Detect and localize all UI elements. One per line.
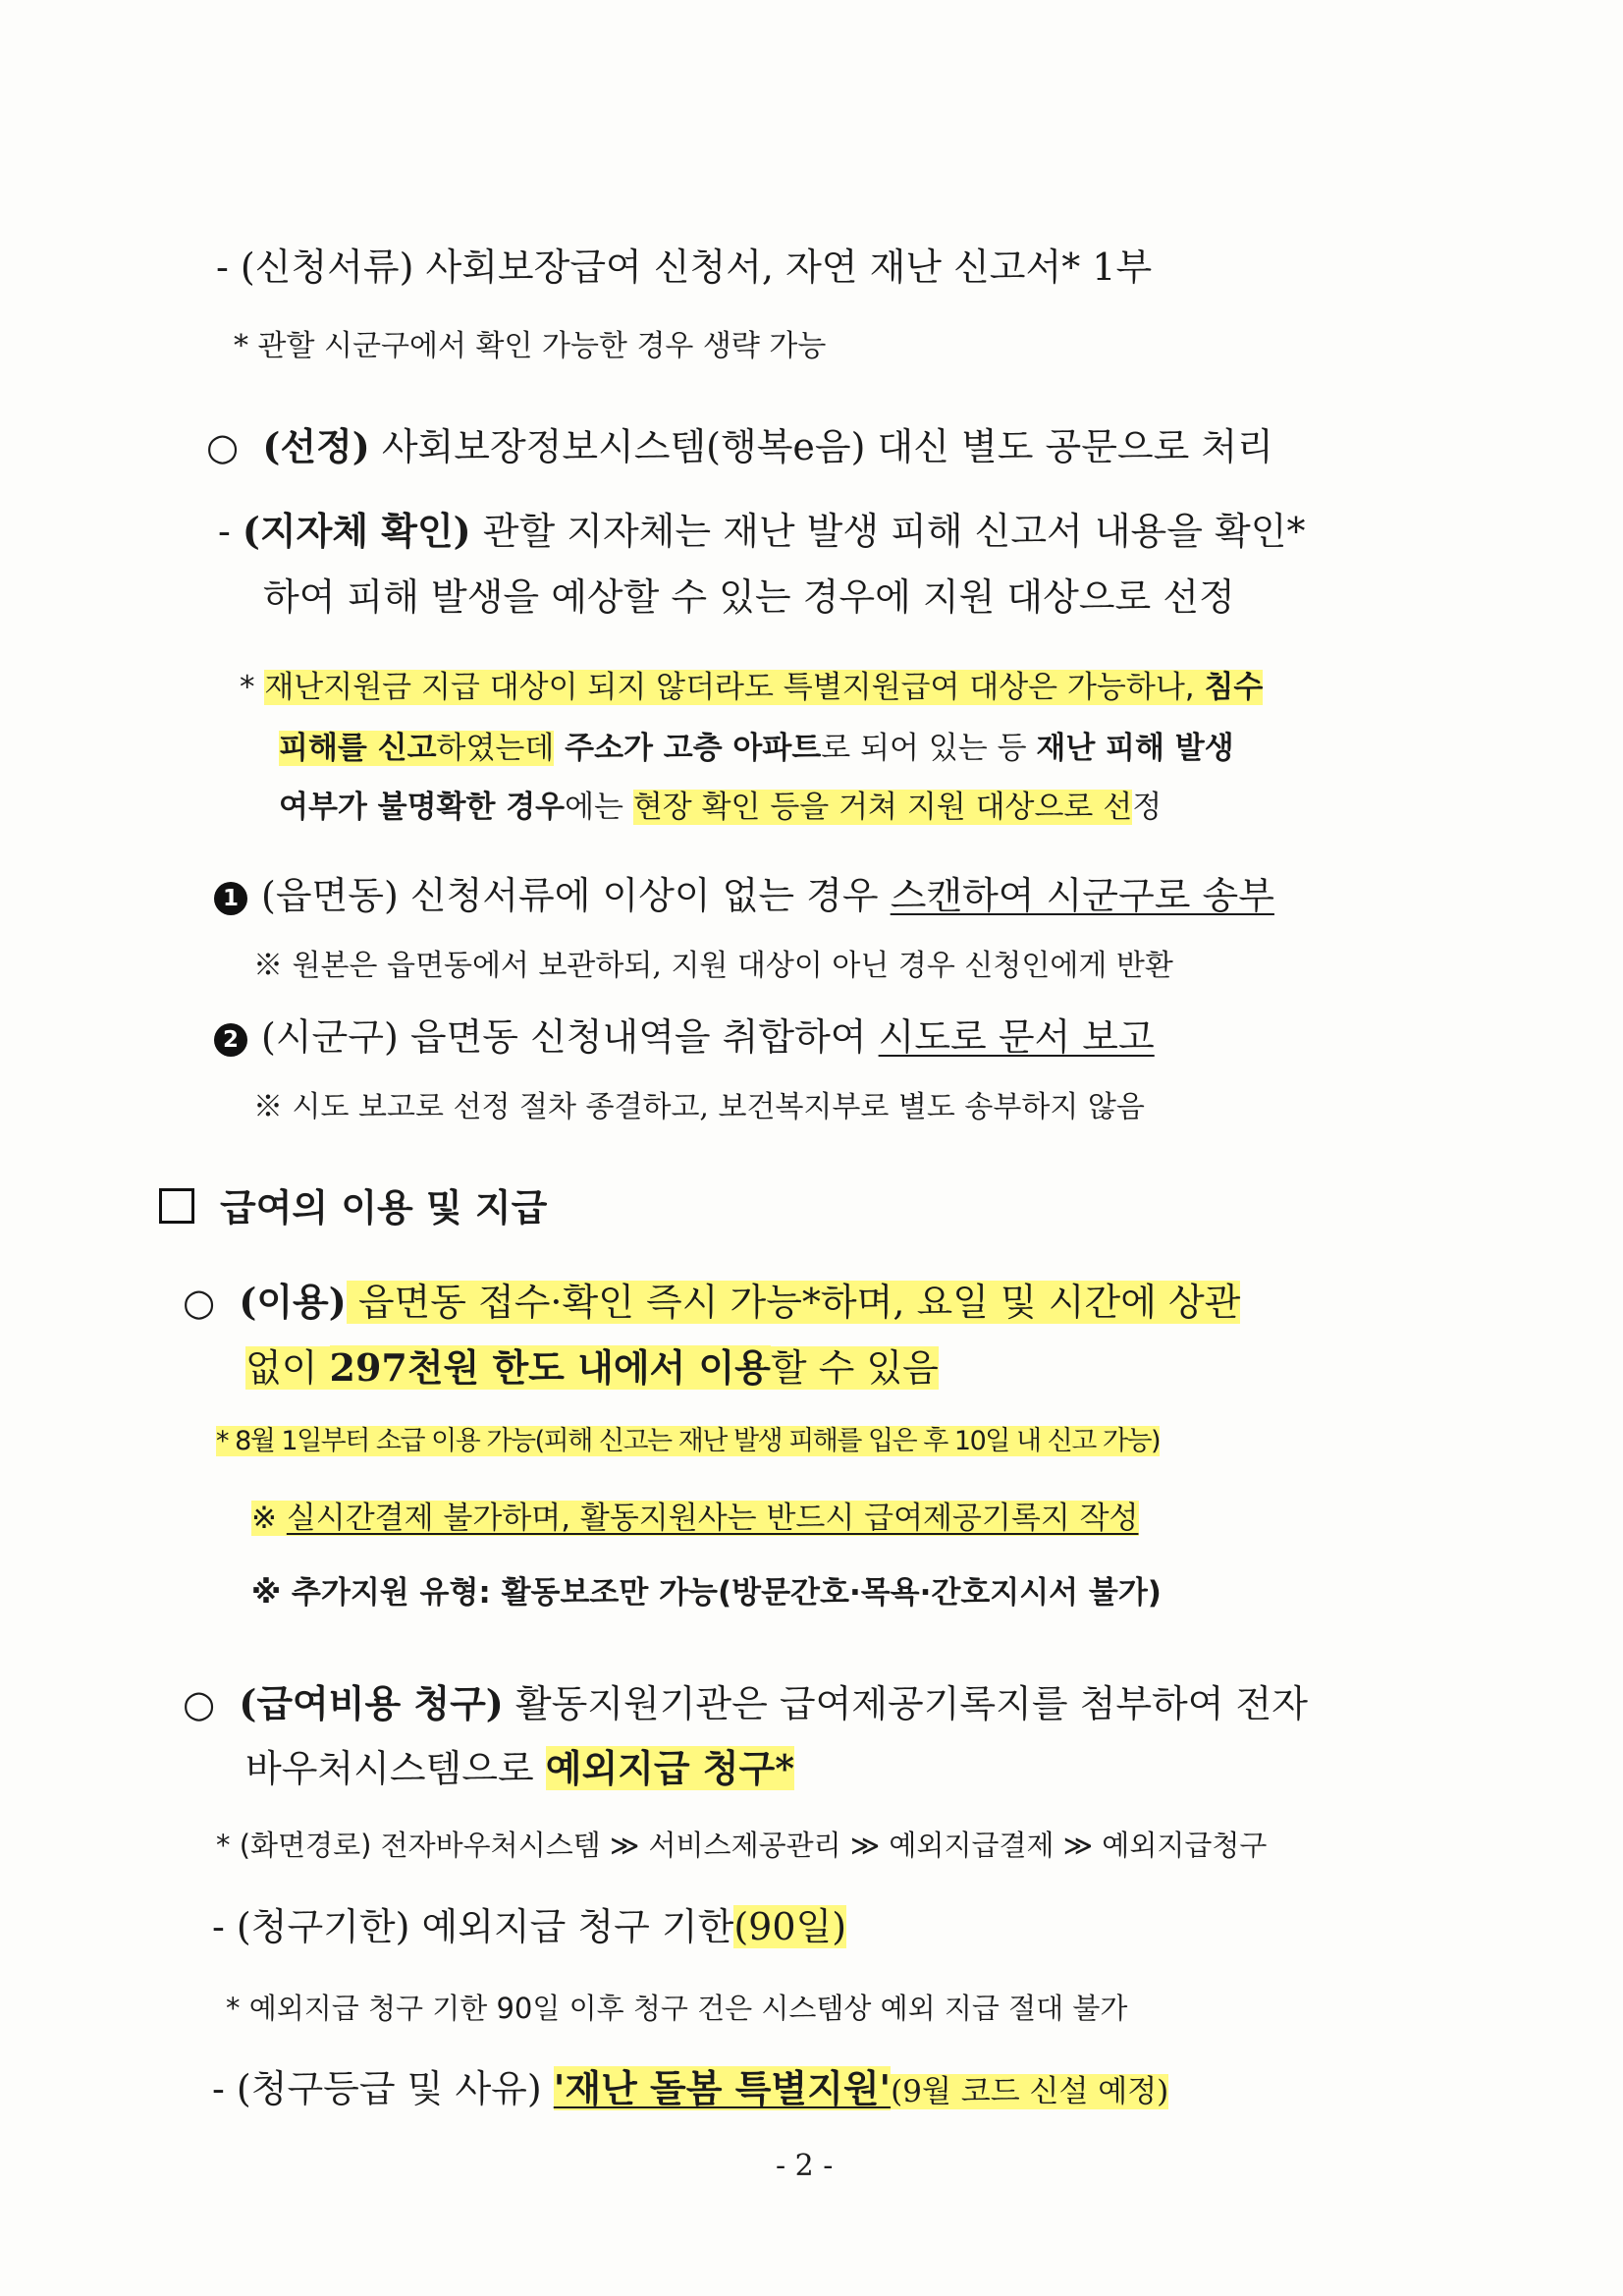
local-gov-line-1: - (지자체 확인) 관할 지자체는 재난 발생 피해 신고서 내용을 확인* <box>218 509 1306 553</box>
docs-label: (신청서류) <box>240 246 414 289</box>
selection-note-3: 여부가 불명확한 경우에는 현장 확인 등을 거쳐 지원 대상으로 선정 <box>279 790 1163 825</box>
docs-line: - (신청서류) 사회보장급여 신청서, 자연 재난 신고서* 1부 <box>216 246 1153 289</box>
step-1-number: 1 <box>214 882 247 915</box>
local-gov-label: (지자체 확인) <box>242 509 471 553</box>
claim-label: (급여비용 청구) <box>239 1681 504 1725</box>
claim-grade: - (청구등급 및 사유) '재난 돌봄 특별지원'(9월 코드 신설 예정) <box>212 2066 1169 2110</box>
selection-note-1: * 재난지원금 지급 대상이 되지 않더라도 특별지원급여 대상은 가능하나, 침수 <box>240 670 1264 705</box>
claim-path-note: * (화면경로) 전자바우처시스템 ≫ 서비스제공관리 ≫ 예외지급결제 ≫ 예외지급청구 <box>216 1829 1268 1862</box>
step-2: 2 (시군구) 읍면동 신청내역을 취합하여 시도로 문서 보고 <box>214 1015 1155 1061</box>
local-gov-line-2: 하여 피해 발생을 예상할 수 있는 경우에 지원 대상으로 선정 <box>263 575 1235 619</box>
step-1: 1 (읍면동) 신청서류에 이상이 없는 경우 스캔하여 시군구로 송부 <box>214 874 1274 919</box>
page-number: - 2 - <box>776 2149 834 2183</box>
claim-deadline: - (청구기한) 예외지급 청구 기한(90일) <box>212 1905 847 1948</box>
use-label: (이용) <box>239 1280 347 1324</box>
selection-label: (선정) <box>262 424 370 468</box>
checkbox-square-icon <box>159 1188 194 1224</box>
docs-note: * 관할 시군구에서 확인 가능한 경우 생략 가능 <box>234 329 827 363</box>
step-2-note: ※ 시도 보고로 선정 절차 종결하고, 보건복지부로 별도 송부하지 않음 <box>253 1090 1145 1124</box>
selection-line: ○ (선정) 사회보장정보시스템(행복e음) 대신 별도 공문으로 처리 <box>206 424 1273 468</box>
claim-line-2: 바우처시스템으로 예외지급 청구* <box>245 1746 795 1790</box>
use-line-2: 없이 297천원 한도 내에서 이용할 수 있음 <box>245 1345 939 1390</box>
use-note-3: ※ 추가지원 유형: 활동보조만 가능(방문간호·목욕·간호지시서 불가) <box>251 1575 1162 1611</box>
use-note-2: ※ 실시간결제 불가하며, 활동지원사는 반드시 급여제공기록지 작성 <box>251 1501 1139 1536</box>
use-note-1: * 8월 1일부터 소급 이용 가능(피해 신고는 재난 발생 피해를 입은 후 10일 내 신고 가능) <box>216 1426 1161 1456</box>
selection-note-2: 피해를 신고하였는데 주소가 고층 아파트로 되어 있는 등 재난 피해 발생 <box>279 731 1234 766</box>
use-line-1: ○ (이용) 읍면동 접수·확인 즉시 가능*하며, 요일 및 시간에 상관 <box>183 1280 1241 1324</box>
claim-line-1: ○ (급여비용 청구) 활동지원기관은 급여제공기록지를 첨부하여 전자 <box>183 1681 1308 1725</box>
section-title: 급여의 이용 및 지급 <box>159 1186 547 1231</box>
step-2-number: 2 <box>214 1023 247 1057</box>
claim-deadline-note: * 예외지급 청구 기한 90일 이후 청구 건은 시스템상 예외 지급 절대 불가 <box>226 1992 1128 2025</box>
step-1-note: ※ 원본은 읍면동에서 보관하되, 지원 대상이 아닌 경우 신청인에게 반환 <box>253 949 1173 983</box>
